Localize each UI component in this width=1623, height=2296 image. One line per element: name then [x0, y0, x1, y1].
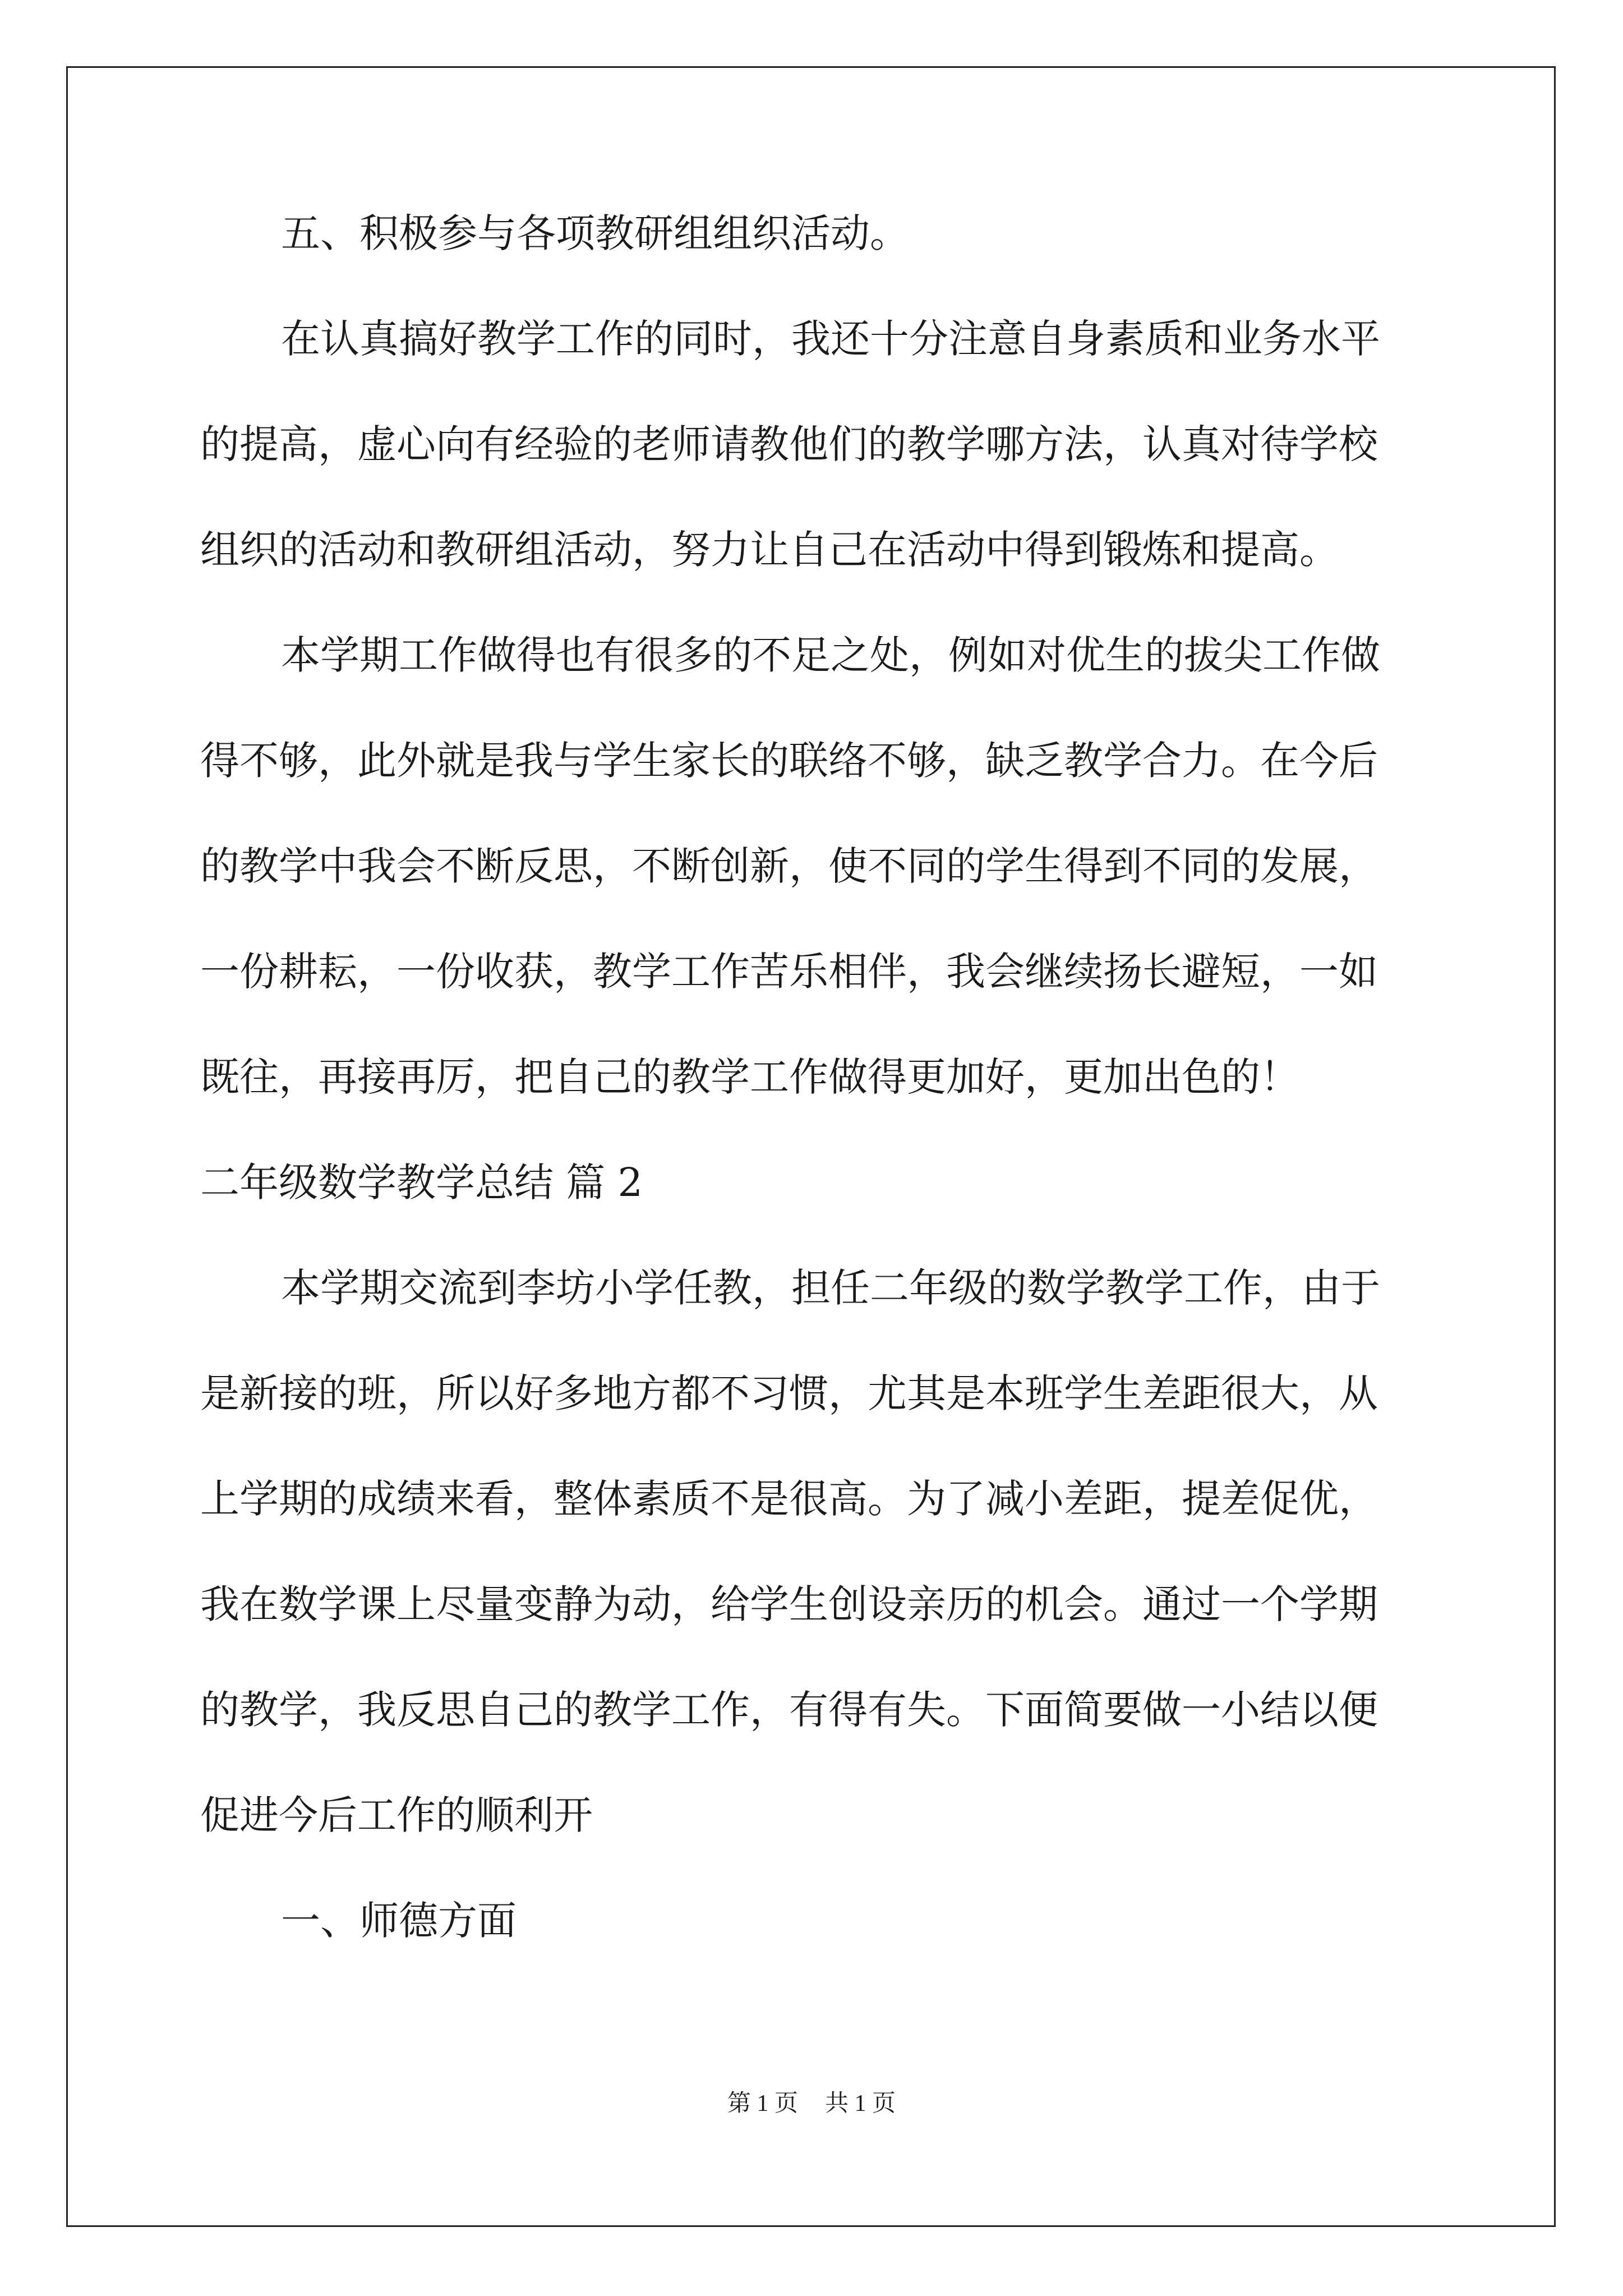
paragraph-line: 的提高，虚心向有经验的老师请教他们的教学哪方法，认真对待学校: [200, 421, 1378, 467]
paragraph-line: 的教学，我反思自己的教学工作，有得有失。下面简要做一小结以便: [200, 1687, 1378, 1733]
paragraph-line: 本学期工作做得也有很多的不足之处，例如对优生的拔尖工作做: [281, 632, 1380, 678]
paragraph-line: 在认真搞好教学工作的同时，我还十分注意自身素质和业务水平: [281, 316, 1380, 362]
section-heading-1: 一、师德方面: [281, 1898, 517, 1944]
article-title: 二年级数学教学总结 篇 2: [200, 1159, 643, 1205]
paragraph-line: 促进今后工作的顺利开: [200, 1792, 593, 1838]
page-number-total: 共 1 页: [825, 2091, 896, 2116]
paragraph-line: 我在数学课上尽量变静为动，给学生创设亲历的机会。通过一个学期: [200, 1581, 1378, 1627]
page-footer: [0, 2087, 1623, 2120]
section-heading-5: 五、积极参与各项教研组组织活动。: [281, 210, 909, 256]
paragraph-line: 是新接的班，所以好多地方都不习惯，尤其是本班学生差距很大，从: [200, 1370, 1378, 1416]
paragraph-line: 的教学中我会不断反思，不断创新，使不同的学生得到不同的发展，: [200, 843, 1378, 889]
paragraph-line: 上学期的成绩来看，整体素质不是很高。为了减小差距，提差促优，: [200, 1476, 1378, 1522]
paragraph-line: 一份耕耘，一份收获，教学工作苦乐相伴，我会继续扬长避短，一如: [200, 949, 1378, 995]
paragraph-line: 得不够，此外就是我与学生家长的联络不够，缺乏教学合力。在今后: [200, 738, 1378, 784]
paragraph-line: 既往，再接再厉，把自己的教学工作做得更加好，更加出色的！: [200, 1054, 1299, 1100]
page-number-current: 第 1 页: [727, 2091, 798, 2116]
paragraph-line: 本学期交流到李坊小学任教，担任二年级的数学教学工作，由于: [281, 1265, 1380, 1311]
paragraph-line: 组织的活动和教研组活动，努力让自己在活动中得到锻炼和提高。: [200, 527, 1339, 573]
